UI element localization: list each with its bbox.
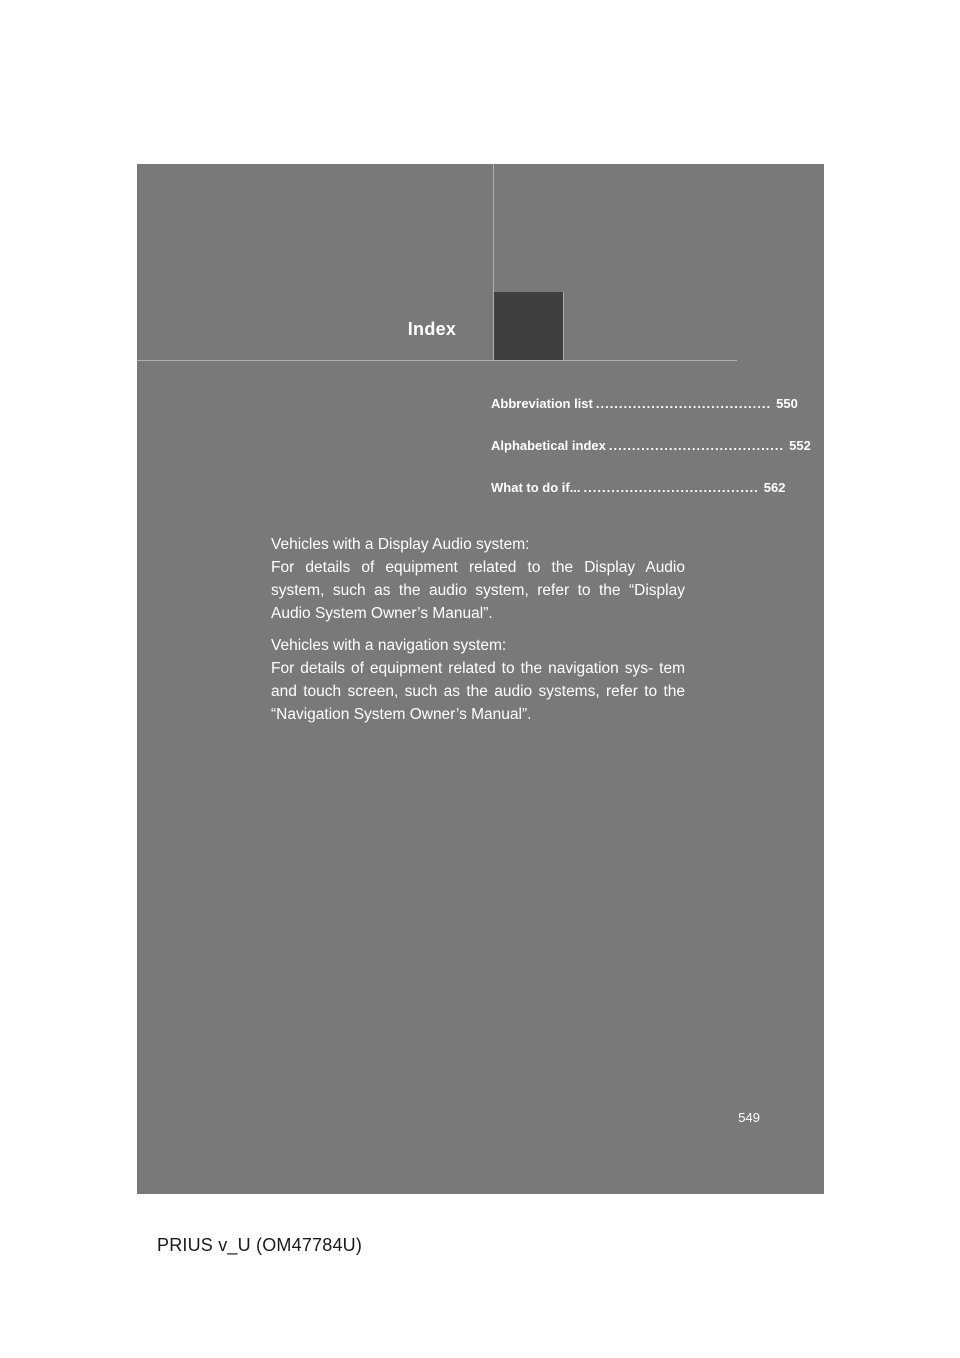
note-body: For details of equipment related to the navigation sys- tem and touch screen, such as the audio systems, refer to the “Navigation System Owner’s Manual”. xyxy=(271,660,685,723)
note-heading: Vehicles with a navigation system: xyxy=(271,637,507,654)
toc-item-label: Abbreviation list xyxy=(491,396,593,411)
toc-item-label: Alphabetical index xyxy=(491,438,606,453)
toc-item-label: What to do if... xyxy=(491,480,581,495)
notes-block xyxy=(271,533,685,735)
toc-leader-dots: ...................................... xyxy=(608,438,785,453)
toc-item-page: 550 xyxy=(776,396,798,411)
table-of-contents xyxy=(491,396,811,522)
toc-leader-dots: ...................................... xyxy=(583,480,759,495)
footer-model-code: PRIUS v_U (OM47784U) xyxy=(157,1235,363,1255)
toc-item-what-to-do-if[interactable] xyxy=(491,480,786,522)
section-title: Index xyxy=(407,319,457,339)
toc-leader-dots: ...................................... xyxy=(595,396,772,411)
note-navigation xyxy=(271,634,685,726)
toc-item-page: 552 xyxy=(789,438,811,453)
toc-item-abbreviation-list[interactable] xyxy=(491,396,798,438)
note-display-audio xyxy=(271,533,685,625)
horizontal-divider xyxy=(137,360,737,361)
toc-item-page: 562 xyxy=(763,480,786,495)
toc-item-alphabetical-index[interactable] xyxy=(491,438,811,480)
note-heading: Vehicles with a Display Audio system: xyxy=(271,536,530,553)
chapter-tab-marker xyxy=(494,292,563,360)
chapter-tab-marker-edge xyxy=(563,292,564,360)
page-number: 549 xyxy=(738,1110,760,1125)
note-body: For details of equipment related to the Display Audio system, such as the audio system, refer to the “Display Audio System Owner’s Manual”. xyxy=(271,559,685,622)
